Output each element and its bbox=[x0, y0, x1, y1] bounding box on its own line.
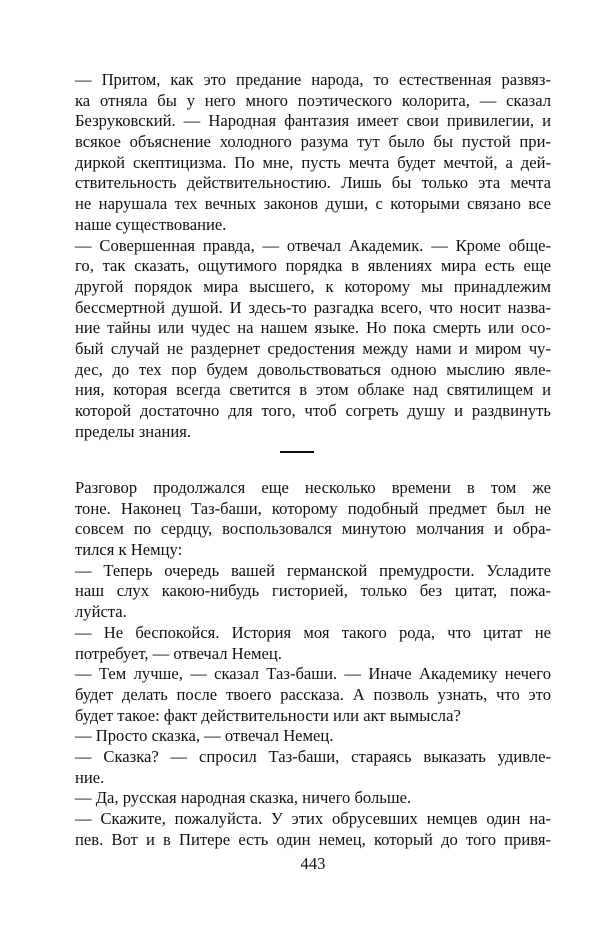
text-line: бый случай не раздернет средостения между нами и миром чу- bbox=[75, 338, 551, 358]
text-line: ния, которая всегда светится в этом облаке над святилищем и bbox=[75, 380, 551, 400]
text-line: ка отняла бы у него много поэтического колорита, — сказал bbox=[75, 90, 551, 110]
text-line: дес, до тех пор будем довольствоваться одною мыслию явле- bbox=[75, 359, 551, 379]
text-line: го, так сказать, ощутимого порядка в явлениях мира есть еще bbox=[75, 256, 551, 276]
text-line: будет делать после твоего рассказа. А позволь узнать, что это bbox=[75, 684, 551, 704]
text-line: диркой скептицизма. По мне, пусть мечта будет мечтой, а дей- bbox=[75, 152, 551, 172]
text-line: — Да, русская народная сказка, ничего больше. bbox=[75, 788, 412, 808]
dialogue-section-1 bbox=[75, 70, 551, 442]
text-line: бессмертной душой. И здесь-то разгадка всего, что носит назва- bbox=[75, 297, 551, 317]
text-line: луйста. bbox=[75, 602, 127, 622]
text-line: другой порядок мира высшего, к которому мы принадлежим bbox=[75, 276, 551, 296]
text-line: — Совершенная правда, — отвечал Академик. — Кроме обще- bbox=[75, 235, 551, 255]
text-line: потребует, — отвечал Немец. bbox=[75, 643, 282, 663]
text-line: ние тайны или чудес на нашем языке. Но пока смерть или осо- bbox=[75, 318, 551, 338]
text-line: всякое объяснение холодного разума тут было бы пустой при- bbox=[75, 132, 551, 152]
text-line: — Теперь очередь вашей германской премудрости. Усладите bbox=[75, 560, 551, 580]
text-line: — Сказка? — спросил Таз-баши, стараясь выказать удивле- bbox=[75, 746, 551, 766]
text-line: — Не беспокойся. История моя такого рода, что цитат не bbox=[75, 622, 551, 642]
page-number: 443 bbox=[300, 854, 326, 873]
text-line: которой достаточно для того, чтоб согреть душу и раздвинуть bbox=[75, 401, 551, 420]
text-line: — Притом, как это предание народа, то естественная развяз- bbox=[75, 70, 551, 89]
text-line: не нарушала тех вечных законов души, с которыми связано все bbox=[75, 194, 551, 214]
text-line: ствительность действительностию. Лишь бы только эта мечта bbox=[75, 173, 551, 193]
text-line: Безруковский. — Народная фантазия имеет свои привилегии, и bbox=[75, 111, 551, 131]
text-line: совсем по сердцу, воспользовался минутою молчания и обра- bbox=[75, 519, 551, 539]
text-line: тоне. Наконец Таз-баши, которому подобный предмет был не bbox=[75, 498, 551, 518]
section-divider bbox=[280, 451, 314, 453]
dialogue-section-2 bbox=[75, 478, 551, 850]
text-line: пев. Вот и в Питере есть один немец, который до того привя- bbox=[75, 829, 551, 849]
text-line: тился к Немцу: bbox=[75, 540, 183, 560]
text-line: наш слух какою-нибудь гисторией, только без цитат, пожа- bbox=[75, 581, 551, 601]
text-line: пределы знания. bbox=[75, 421, 192, 441]
text-line: — Тем лучше, — сказал Таз-баши. — Иначе Академику нечего bbox=[75, 664, 551, 684]
text-line: ние. bbox=[75, 767, 105, 787]
text-line: будет такое: факт действительности или акт вымысла? bbox=[75, 705, 461, 725]
text-line: наше существование. bbox=[75, 214, 227, 234]
text-line: — Просто сказка, — отвечал Немец. bbox=[75, 726, 334, 746]
text-line: — Скажите, пожалуйста. У этих обрусевших немцев один на- bbox=[75, 809, 551, 828]
text-line: Разговор продолжался еще несколько времени в том же bbox=[75, 478, 551, 497]
